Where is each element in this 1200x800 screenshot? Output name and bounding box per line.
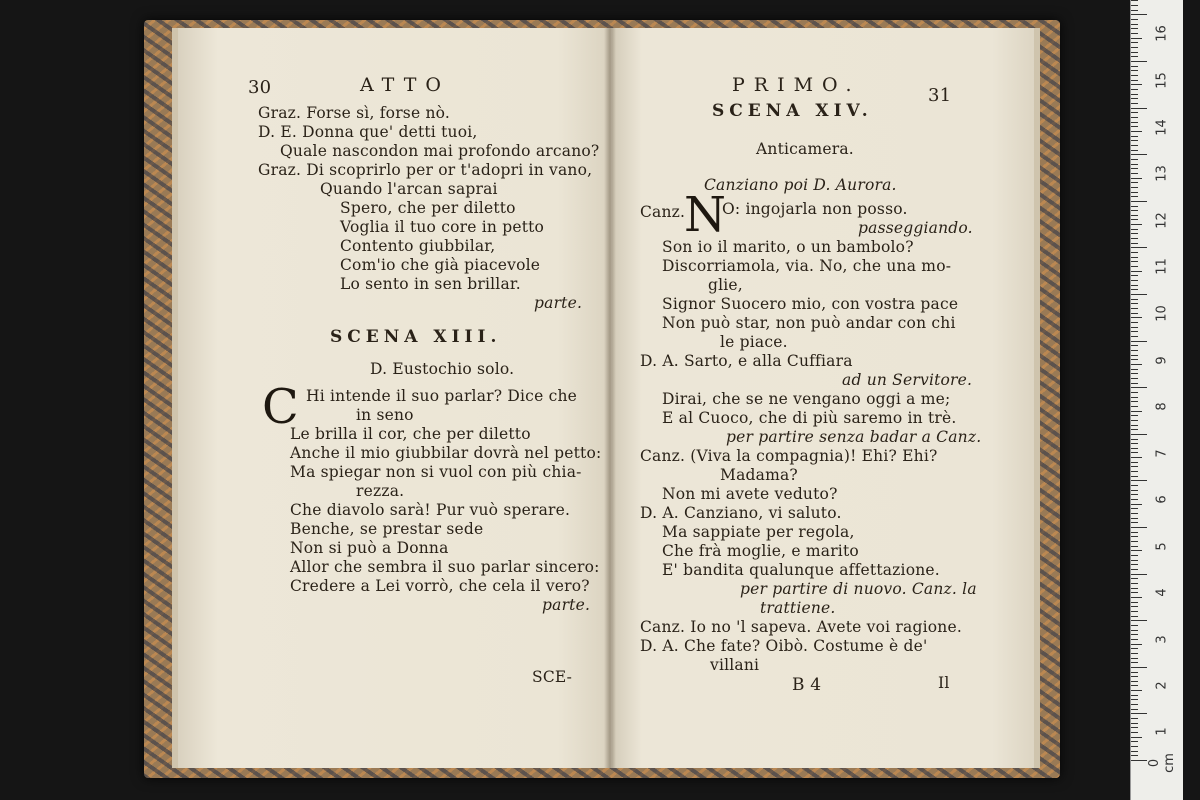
ruler-label-1: 1 [1154, 727, 1170, 736]
ruler-tick [1131, 317, 1142, 318]
right-line-16: Che frà moglie, e marito [662, 542, 859, 560]
ruler-tick [1131, 746, 1138, 747]
ruler-tick [1131, 560, 1138, 561]
left-catchword: SCE- [532, 668, 573, 686]
left-line-10: Lo sento in sen brillar. [340, 275, 521, 293]
left-line-1: Graz. Forse sì, forse nò. [258, 104, 451, 122]
ruler-tick [1131, 676, 1138, 677]
ruler-tick [1131, 546, 1138, 547]
ruler-tick [1131, 215, 1138, 216]
ruler-tick [1131, 644, 1142, 645]
ruler-tick [1131, 499, 1138, 500]
ruler-tick [1131, 466, 1138, 467]
right-line-7: le piace. [720, 333, 788, 351]
ruler-tick [1131, 672, 1138, 673]
ruler-tick [1131, 383, 1138, 384]
ruler-tick [1131, 504, 1142, 505]
ruler-tick [1131, 662, 1138, 663]
right-line-12: Madama? [720, 466, 798, 484]
ruler-tick [1131, 606, 1138, 607]
left-line-5: Quando l'arcan saprai [320, 180, 498, 198]
ruler-tick [1131, 699, 1138, 700]
ruler-tick [1131, 564, 1138, 565]
ruler-tick [1131, 737, 1142, 738]
ruler-tick [1131, 117, 1138, 118]
ruler-tick [1131, 508, 1138, 509]
left-scene-line-5: Ma spiegar non si vuol con più chia- [290, 463, 582, 481]
ruler-tick [1131, 140, 1138, 141]
ruler-tick [1131, 480, 1147, 481]
ruler-tick [1131, 541, 1138, 542]
ruler-tick [1131, 522, 1138, 523]
right-stage-direction-2: ad un Servitore. [842, 371, 973, 389]
ruler-tick [1131, 112, 1138, 113]
ruler-tick [1131, 136, 1138, 137]
ruler-tick [1131, 80, 1138, 81]
right-line-4: glie, [708, 276, 743, 294]
right-scene-heading: SCENA XIV. [712, 101, 873, 121]
ruler-tick [1131, 294, 1147, 295]
ruler-tick [1131, 709, 1138, 710]
ruler-tick [1131, 364, 1142, 365]
ruler-tick [1131, 620, 1147, 621]
ruler-label-5: 5 [1154, 542, 1170, 551]
ruler-tick [1131, 439, 1138, 440]
ruler-tick [1131, 532, 1138, 533]
ruler-tick [1131, 66, 1138, 67]
ruler-tick [1131, 681, 1138, 682]
ruler-tick [1131, 42, 1138, 43]
ruler-tick [1131, 38, 1142, 39]
ruler-tick [1131, 192, 1138, 193]
ruler-tick [1131, 52, 1138, 53]
left-scene-line-3: Le brilla il cor, che per diletto [290, 425, 531, 443]
ruler-tick [1131, 574, 1147, 575]
right-line-15: Ma sappiate per regola, [662, 523, 855, 541]
ruler-tick [1131, 602, 1138, 603]
left-line-3: Quale nascondon mai profondo arcano? [280, 142, 600, 160]
ruler-label-4: 4 [1154, 588, 1170, 597]
ruler-tick [1131, 219, 1138, 220]
ruler-tick [1131, 252, 1138, 253]
ruler-tick [1131, 639, 1138, 640]
ruler-tick [1131, 452, 1138, 453]
ruler-tick [1131, 247, 1147, 248]
ruler-tick [1131, 243, 1138, 244]
ruler-tick [1131, 392, 1138, 393]
left-scene-line-6: rezza. [356, 482, 405, 500]
ruler-tick [1131, 536, 1138, 537]
ruler-label-9: 9 [1154, 356, 1170, 365]
ruler-tick [1131, 425, 1138, 426]
left-line-6: Spero, che per diletto [340, 199, 516, 217]
ruler-tick [1131, 462, 1138, 463]
left-line-8: Contento giubbilar, [340, 237, 496, 255]
ruler-tick [1131, 154, 1147, 155]
ruler-tick [1131, 238, 1138, 239]
ruler-tick [1131, 341, 1147, 342]
ruler-tick [1131, 173, 1138, 174]
ruler-tick [1131, 616, 1138, 617]
right-signature-mark: B 4 [792, 675, 822, 695]
left-drop-cap: C [262, 379, 299, 435]
ruler-tick [1131, 443, 1138, 444]
ruler-tick [1131, 150, 1138, 151]
ruler-tick [1131, 303, 1138, 304]
ruler-tick [1131, 322, 1138, 323]
ruler-tick [1131, 327, 1138, 328]
ruler-tick [1131, 0, 1138, 1]
ruler-tick [1131, 490, 1138, 491]
ruler-label-2: 2 [1154, 681, 1170, 690]
ruler-tick [1131, 695, 1138, 696]
ruler-label-13: 13 [1154, 165, 1170, 182]
left-scene-line-2: in seno [356, 406, 414, 424]
ruler-tick [1131, 751, 1138, 752]
ruler-tick [1131, 397, 1138, 398]
ruler-label-8: 8 [1154, 402, 1170, 411]
ruler-tick [1131, 685, 1138, 686]
ruler-tick [1131, 33, 1138, 34]
ruler-tick [1131, 122, 1138, 123]
left-scene-line-4: Anche il mio giubbilar dovrà nel petto: [290, 444, 602, 462]
right-line-1: O: ingojarla non posso. [722, 200, 908, 218]
left-line-4: Graz. Di scoprirlo per or t'adopri in vano, [258, 161, 593, 179]
ruler-tick [1131, 24, 1138, 25]
ruler-tick [1131, 275, 1138, 276]
ruler-tick [1131, 271, 1142, 272]
ruler-tick [1131, 308, 1138, 309]
ruler-tick [1131, 359, 1138, 360]
ruler-tick [1131, 658, 1138, 659]
left-running-head: ATTO [360, 74, 450, 96]
ruler-tick [1131, 760, 1147, 761]
ruler-tick [1131, 19, 1138, 20]
ruler-tick [1131, 387, 1147, 388]
ruler-tick [1131, 168, 1138, 169]
ruler-tick [1131, 261, 1138, 262]
ruler-tick [1131, 164, 1138, 165]
right-catchword: Il [938, 674, 950, 692]
ruler-tick [1131, 224, 1142, 225]
ruler-tick [1131, 583, 1138, 584]
ruler-tick [1131, 187, 1138, 188]
ruler-tick [1131, 420, 1138, 421]
left-line-7: Voglia il tuo core in petto [340, 218, 545, 236]
ruler-tick [1131, 28, 1138, 29]
right-line-10: E al Cuoco, che di più saremo in trè. [662, 409, 957, 427]
ruler-tick [1131, 713, 1147, 714]
ruler-tick [1131, 233, 1138, 234]
ruler-label-0: 0 cm [1147, 753, 1177, 773]
ruler-tick [1131, 131, 1142, 132]
ruler-tick [1131, 159, 1138, 160]
ruler-tick [1131, 625, 1138, 626]
ruler-tick [1131, 485, 1138, 486]
ruler-tick [1131, 653, 1138, 654]
ruler-label-10: 10 [1154, 305, 1170, 322]
right-line-3: Discorriamola, via. No, che una mo- [662, 257, 952, 275]
ruler-tick [1131, 578, 1138, 579]
ruler-tick [1131, 201, 1147, 202]
right-drop-cap: N [684, 187, 726, 243]
ruler-tick [1131, 145, 1138, 146]
right-line-18: Canz. Io no 'l sapeva. Avete voi ragione. [640, 618, 962, 636]
ruler-tick [1131, 569, 1138, 570]
ruler-tick [1131, 755, 1138, 756]
ruler-tick [1131, 313, 1138, 314]
ruler-tick [1131, 108, 1147, 109]
ruler-tick [1131, 513, 1138, 514]
ruler-tick [1131, 229, 1138, 230]
ruler-tick [1131, 550, 1142, 551]
left-scene-heading: SCENA XIII. [330, 327, 502, 347]
ruler-tick [1131, 373, 1138, 374]
measurement-ruler [1130, 0, 1183, 800]
left-scene-line-8: Benche, se prestar sede [290, 520, 484, 538]
ruler-tick [1131, 471, 1138, 472]
ruler-tick [1131, 494, 1138, 495]
ruler-tick [1131, 732, 1138, 733]
ruler-tick [1131, 630, 1138, 631]
ruler-tick [1131, 429, 1138, 430]
ruler-tick [1131, 527, 1147, 528]
ruler-tick [1131, 10, 1138, 11]
right-characters: Canziano poi D. Aurora. [704, 176, 897, 194]
left-stage-direction-1: parte. [534, 294, 583, 312]
right-line-17: E' bandita qualunque affettazione. [662, 561, 940, 579]
ruler-tick [1131, 14, 1147, 15]
ruler-tick [1131, 47, 1138, 48]
ruler-label-6: 6 [1154, 495, 1170, 504]
ruler-tick [1131, 289, 1138, 290]
right-line-9: Dirai, che se ne vengano oggi a me; [662, 390, 951, 408]
ruler-tick [1131, 266, 1138, 267]
right-line-13: Non mi avete veduto? [662, 485, 838, 503]
ruler-tick [1131, 406, 1138, 407]
left-stage-direction-2: parte. [542, 596, 591, 614]
ruler-tick [1131, 84, 1142, 85]
ruler-tick [1131, 280, 1138, 281]
left-page-number: 30 [248, 77, 272, 98]
ruler-label-14: 14 [1154, 119, 1170, 136]
right-setting: Anticamera. [756, 140, 854, 158]
ruler-label-3: 3 [1154, 635, 1170, 644]
ruler-tick [1131, 355, 1138, 356]
right-line-14: D. A. Canziano, vi saluto. [640, 504, 842, 522]
right-line-5: Signor Suocero mio, con vostra pace [662, 295, 959, 313]
ruler-tick [1131, 89, 1138, 90]
ruler-tick [1131, 126, 1138, 127]
ruler-tick [1131, 345, 1138, 346]
left-line-9: Com'io che già piacevole [340, 256, 541, 274]
ruler-tick [1131, 727, 1138, 728]
right-line-20: villani [710, 656, 760, 674]
ruler-tick [1131, 690, 1142, 691]
right-stage-direction-3: per partire senza badar a Canz. [726, 428, 982, 446]
book-gutter [604, 28, 616, 768]
ruler-tick [1131, 597, 1142, 598]
right-speaker-canz: Canz. [640, 203, 686, 221]
ruler-tick [1131, 94, 1138, 95]
ruler-tick [1131, 98, 1138, 99]
ruler-tick [1131, 299, 1138, 300]
left-line-2: D. E. Donna que' detti tuoi, [258, 123, 478, 141]
ruler-tick [1131, 411, 1142, 412]
ruler-tick [1131, 206, 1138, 207]
ruler-tick [1131, 667, 1147, 668]
ruler-tick [1131, 103, 1138, 104]
ruler-tick [1131, 434, 1147, 435]
ruler-tick [1131, 75, 1138, 76]
ruler-tick [1131, 331, 1138, 332]
left-scene-line-7: Che diavolo sarà! Pur vuò sperare. [290, 501, 571, 519]
ruler-tick [1131, 611, 1138, 612]
left-scene-line-10: Allor che sembra il suo parlar sincero: [290, 558, 600, 576]
right-line-8: D. A. Sarto, e alla Cuffiara [640, 352, 853, 370]
ruler-tick [1131, 723, 1138, 724]
ruler-tick [1131, 182, 1138, 183]
ruler-tick [1131, 718, 1138, 719]
right-line-2: Son io il marito, o un bambolo? [662, 238, 914, 256]
left-scene-line-1: Hi intende il suo parlar? Dice che [306, 387, 578, 405]
left-scene-line-9: Non si può a Donna [290, 539, 449, 557]
ruler-tick [1131, 588, 1138, 589]
ruler-tick [1131, 336, 1138, 337]
ruler-tick [1131, 457, 1142, 458]
ruler-tick [1131, 648, 1138, 649]
right-stage-direction-4b: trattiene. [760, 599, 836, 617]
right-line-6: Non può star, non può andar con chi [662, 314, 956, 332]
right-running-head: PRIMO. [732, 74, 861, 96]
ruler-tick [1131, 634, 1138, 635]
ruler-label-16: 16 [1154, 25, 1170, 42]
ruler-tick [1131, 285, 1138, 286]
right-page-number: 31 [928, 85, 952, 106]
right-stage-direction-4: per partire di nuovo. Canz. la [740, 580, 977, 598]
ruler-tick [1131, 518, 1138, 519]
ruler-label-12: 12 [1154, 212, 1170, 229]
ruler-tick [1131, 70, 1138, 71]
ruler-tick [1131, 415, 1138, 416]
ruler-tick [1131, 448, 1138, 449]
ruler-tick [1131, 592, 1138, 593]
ruler-tick [1131, 178, 1142, 179]
ruler-tick [1131, 704, 1138, 705]
ruler-tick [1131, 378, 1138, 379]
ruler-tick [1131, 401, 1138, 402]
ruler-tick [1131, 257, 1138, 258]
ruler-tick [1131, 61, 1147, 62]
ruler-tick [1131, 5, 1138, 6]
ruler-label-11: 11 [1154, 258, 1170, 275]
left-scene-line-11: Credere a Lei vorrò, che cela il vero? [290, 577, 590, 595]
ruler-label-7: 7 [1154, 449, 1170, 458]
ruler-tick [1131, 210, 1138, 211]
ruler-tick [1131, 196, 1138, 197]
ruler-tick [1131, 350, 1138, 351]
ruler-label-15: 15 [1154, 72, 1170, 89]
ruler-tick [1131, 369, 1138, 370]
right-line-11: Canz. (Viva la compagnia)! Ehi? Ehi? [640, 447, 938, 465]
right-stage-direction-1: passeggiando. [858, 219, 973, 237]
ruler-tick [1131, 476, 1138, 477]
ruler-tick [1131, 555, 1138, 556]
right-line-19: D. A. Che fate? Oibò. Costume è de' [640, 637, 928, 655]
left-scene-character: D. Eustochio solo. [370, 360, 515, 378]
ruler-tick [1131, 741, 1138, 742]
ruler-tick [1131, 56, 1138, 57]
